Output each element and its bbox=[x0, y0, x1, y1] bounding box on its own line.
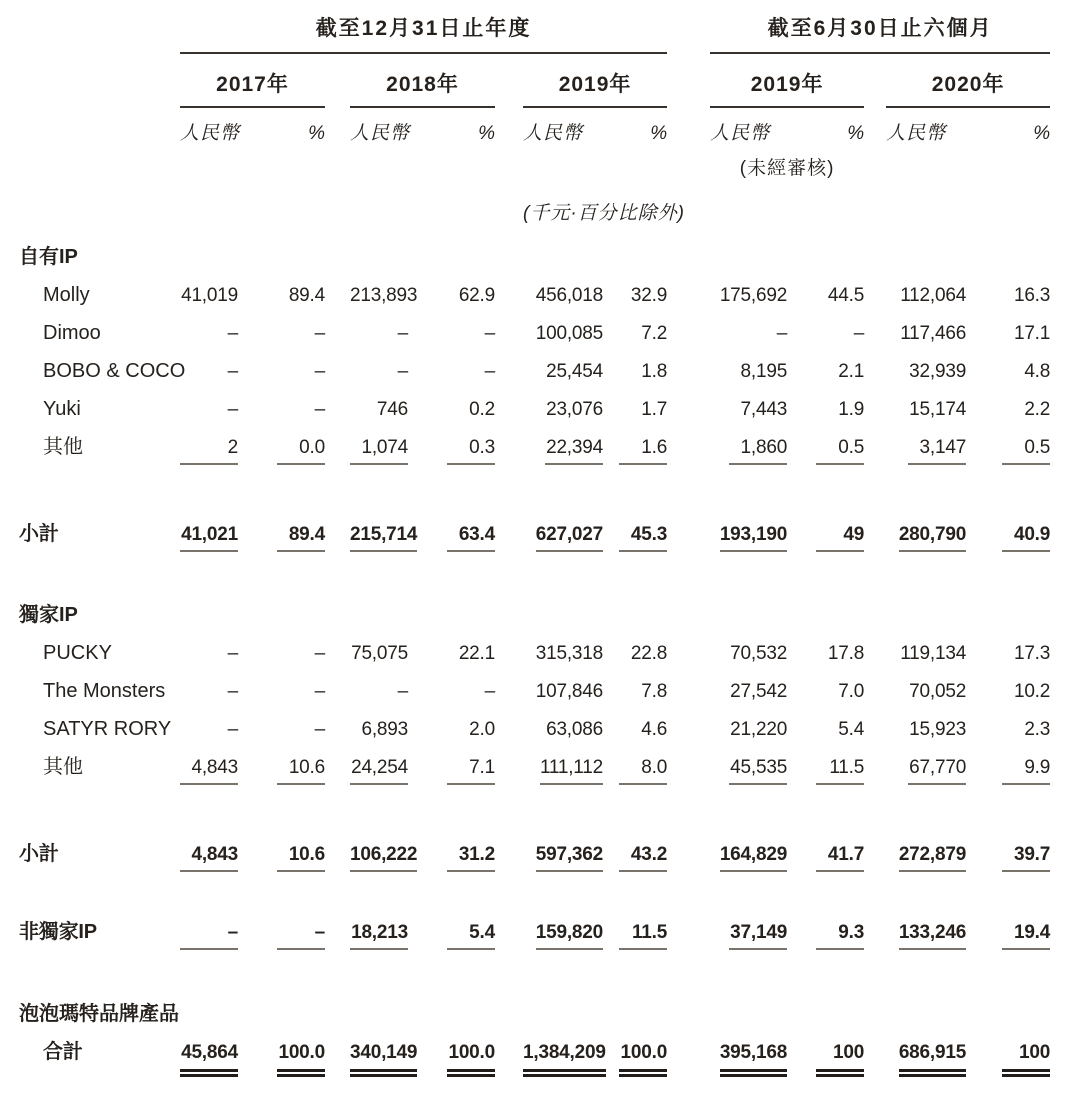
cell-value: 0.3 bbox=[447, 437, 495, 465]
cell-value: 19.4 bbox=[1002, 922, 1050, 950]
cell-value: 456,018 bbox=[535, 285, 603, 306]
cell-value: 22.1 bbox=[458, 643, 495, 664]
header-spacer bbox=[864, 151, 1050, 182]
cell-value: 22.8 bbox=[630, 643, 668, 664]
cell-value: 32.9 bbox=[630, 285, 668, 306]
cell-value: 193,190 bbox=[720, 524, 787, 552]
table-row bbox=[0, 709, 1050, 747]
header-spacer bbox=[495, 53, 523, 107]
header-spacer bbox=[0, 107, 180, 151]
unit-note-row bbox=[0, 182, 1050, 237]
cell-value: 45,864 bbox=[180, 1042, 238, 1077]
cell-value: 31.2 bbox=[447, 844, 495, 872]
table-row bbox=[0, 671, 1050, 709]
header-spacer bbox=[864, 53, 886, 107]
cell-value: – bbox=[180, 922, 238, 950]
row-label: The Monsters bbox=[43, 680, 166, 702]
revenue-by-ip-table bbox=[0, 10, 1050, 1077]
table-row bbox=[0, 389, 1050, 427]
header-spacer bbox=[710, 182, 1050, 237]
cell-value: 133,246 bbox=[899, 922, 966, 950]
cell-value: 0.5 bbox=[1002, 437, 1050, 465]
cell-value: – bbox=[227, 719, 238, 740]
table-row bbox=[0, 275, 1050, 313]
cell-value: 8,195 bbox=[740, 361, 788, 382]
unaudited-row bbox=[0, 151, 1050, 182]
cell-value: 17.8 bbox=[827, 643, 865, 664]
cell-value: 107,846 bbox=[535, 681, 603, 702]
cell-value: 10.2 bbox=[1013, 681, 1051, 702]
row-label: Dimoo bbox=[43, 322, 101, 344]
row-label: 小計 bbox=[19, 523, 59, 545]
header-spacer bbox=[864, 107, 886, 151]
cell-value: 63,086 bbox=[546, 719, 603, 740]
cell-value: 17.3 bbox=[1013, 643, 1051, 664]
table-row bbox=[0, 427, 1050, 465]
header-spacer bbox=[0, 182, 523, 237]
currency-header: 人民幣 bbox=[710, 123, 771, 144]
cell-value: 89.4 bbox=[288, 285, 325, 306]
cell-value: 37,149 bbox=[729, 922, 787, 950]
cell-value: 746 bbox=[376, 399, 408, 420]
cell-value: 7.1 bbox=[447, 757, 495, 785]
header-spacer bbox=[0, 151, 710, 182]
row-label: 其他 bbox=[43, 756, 83, 778]
cell-value: 4.8 bbox=[1024, 361, 1051, 382]
cell-value: 0.5 bbox=[816, 437, 864, 465]
cell-value: 175,692 bbox=[719, 285, 788, 306]
table-row bbox=[0, 465, 1050, 552]
cell-value: 106,222 bbox=[350, 844, 417, 872]
row-label: 自有IP bbox=[19, 246, 78, 268]
cell-value: 11.5 bbox=[816, 757, 864, 785]
cell-value: 10.6 bbox=[277, 757, 325, 785]
unaudited-note: (未經審核) bbox=[739, 158, 835, 179]
header-spacer bbox=[0, 53, 180, 107]
cell-value: 100.0 bbox=[447, 1042, 495, 1077]
year-header-2019-interim: 2019年 bbox=[710, 53, 864, 107]
row-label: PUCKY bbox=[43, 642, 112, 664]
percent-header: % bbox=[1033, 123, 1051, 144]
table-row bbox=[0, 872, 1050, 950]
cell-value: 18,213 bbox=[350, 922, 408, 950]
cell-value: 1,384,209 bbox=[523, 1042, 606, 1077]
currency-header: 人民幣 bbox=[523, 123, 584, 144]
period-annual-title: 截至12月31日止年度 bbox=[180, 10, 667, 53]
cell-value: 315,318 bbox=[535, 643, 603, 664]
cell-value: – bbox=[314, 399, 325, 420]
cell-value: 41,021 bbox=[180, 524, 238, 552]
cell-value: 2.1 bbox=[838, 361, 865, 382]
cell-value: 22,394 bbox=[545, 437, 603, 465]
header-spacer bbox=[325, 107, 350, 151]
row-label: 獨家IP bbox=[19, 604, 78, 626]
cell-value: 5.4 bbox=[447, 922, 495, 950]
year-header-2017: 2017年 bbox=[180, 53, 325, 107]
cell-value: – bbox=[277, 922, 325, 950]
cell-value: 117,466 bbox=[900, 323, 967, 344]
table-row bbox=[0, 1032, 1050, 1077]
cell-value: 15,923 bbox=[909, 719, 967, 740]
row-label: 合計 bbox=[43, 1041, 83, 1063]
cell-value: 280,790 bbox=[899, 524, 966, 552]
header-spacer bbox=[0, 10, 180, 53]
cell-value: 159,820 bbox=[536, 922, 603, 950]
table-row bbox=[0, 747, 1050, 785]
row-label: 小計 bbox=[19, 843, 59, 865]
cell-value: 17.1 bbox=[1013, 323, 1051, 344]
cell-value: 75,075 bbox=[351, 643, 408, 664]
percent-header: % bbox=[847, 123, 865, 144]
year-header-2019: 2019年 bbox=[523, 53, 667, 107]
cell-value: 7.2 bbox=[641, 323, 668, 344]
row-label: SATYR RORY bbox=[43, 718, 172, 740]
cell-value: 6,893 bbox=[361, 719, 408, 740]
cell-value: 1,074 bbox=[350, 437, 408, 465]
cell-value: – bbox=[227, 643, 238, 664]
year-row bbox=[0, 53, 1050, 107]
cell-value: 4,843 bbox=[180, 844, 238, 872]
cell-value: 45,535 bbox=[729, 757, 787, 785]
header-spacer bbox=[325, 53, 350, 107]
percent-header: % bbox=[478, 123, 495, 144]
year-header-2020-interim: 2020年 bbox=[886, 53, 1050, 107]
cell-value: – bbox=[397, 361, 408, 382]
cell-value: 627,027 bbox=[536, 524, 603, 552]
cell-value: 16.3 bbox=[1013, 285, 1051, 306]
cell-value: – bbox=[484, 361, 495, 382]
cell-value: 1.7 bbox=[641, 399, 668, 420]
header-spacer bbox=[667, 10, 710, 53]
cell-value: 63.4 bbox=[447, 524, 495, 552]
cell-value: 9.3 bbox=[816, 922, 864, 950]
table-header bbox=[0, 10, 1050, 237]
cell-value: 40.9 bbox=[1002, 524, 1050, 552]
unit-note: (千元·百分比除外) bbox=[523, 203, 685, 224]
cell-value: 1.6 bbox=[619, 437, 667, 465]
cell-value: 8.0 bbox=[619, 757, 667, 785]
header-spacer bbox=[495, 107, 523, 151]
table-row bbox=[0, 351, 1050, 389]
cell-value: 32,939 bbox=[909, 361, 967, 382]
cell-value: – bbox=[314, 323, 325, 344]
cell-value: – bbox=[227, 399, 238, 420]
cell-value: 213,893 bbox=[350, 285, 418, 306]
row-label: 其他 bbox=[43, 436, 83, 458]
cell-value: 7,443 bbox=[740, 399, 788, 420]
cell-value: 2 bbox=[180, 437, 238, 465]
currency-header: 人民幣 bbox=[886, 123, 947, 144]
cell-value: 2.0 bbox=[469, 719, 495, 740]
cell-value: 9.9 bbox=[1002, 757, 1050, 785]
cell-value: 1.9 bbox=[838, 399, 865, 420]
cell-value: 2.3 bbox=[1024, 719, 1051, 740]
cell-value: 272,879 bbox=[899, 844, 966, 872]
table-row bbox=[0, 633, 1050, 671]
cell-value: 111,112 bbox=[540, 757, 603, 785]
table-row bbox=[0, 785, 1050, 872]
cell-value: 23,076 bbox=[546, 399, 603, 420]
row-label: Molly bbox=[43, 284, 90, 306]
cell-value: 1,860 bbox=[729, 437, 787, 465]
period-group-row bbox=[0, 10, 1050, 53]
cell-value: 62.9 bbox=[458, 285, 495, 306]
period-interim-title: 截至6月30日止六個月 bbox=[710, 10, 1050, 53]
cell-value: 7.8 bbox=[641, 681, 668, 702]
cell-value: – bbox=[776, 323, 788, 344]
cell-value: – bbox=[853, 323, 865, 344]
table-body bbox=[0, 237, 1050, 1077]
cell-value: 70,532 bbox=[730, 643, 788, 664]
row-label: 泡泡瑪特品牌產品 bbox=[19, 1003, 179, 1025]
row-label: BOBO & COCO bbox=[43, 360, 186, 382]
cell-value: 7.0 bbox=[838, 681, 865, 702]
cell-value: 21,220 bbox=[730, 719, 788, 740]
section-header-row bbox=[0, 950, 1050, 1032]
header-spacer bbox=[667, 53, 710, 107]
cell-value: 41.7 bbox=[816, 844, 864, 872]
cell-value: – bbox=[314, 643, 325, 664]
cell-value: 100.0 bbox=[619, 1042, 667, 1077]
cell-value: 3,147 bbox=[908, 437, 966, 465]
cell-value: – bbox=[314, 719, 325, 740]
cell-value: 39.7 bbox=[1002, 844, 1050, 872]
percent-header: % bbox=[308, 123, 325, 144]
cell-value: 340,149 bbox=[350, 1042, 417, 1077]
table-row bbox=[0, 313, 1050, 351]
cell-value: 15,174 bbox=[909, 399, 967, 420]
cell-value: – bbox=[227, 361, 238, 382]
cell-value: 10.6 bbox=[277, 844, 325, 872]
cell-value: 24,254 bbox=[350, 757, 408, 785]
cell-value: 395,168 bbox=[720, 1042, 787, 1077]
cell-value: 89.4 bbox=[277, 524, 325, 552]
cell-value: – bbox=[227, 681, 238, 702]
cell-value: 0.2 bbox=[469, 399, 495, 420]
row-label: 非獨家IP bbox=[19, 921, 97, 943]
cell-value: 49 bbox=[816, 524, 864, 552]
cell-value: – bbox=[484, 323, 495, 344]
cell-value: – bbox=[314, 681, 325, 702]
cell-value: – bbox=[227, 323, 238, 344]
row-label: Yuki bbox=[43, 398, 81, 420]
cell-value: 44.5 bbox=[827, 285, 865, 306]
cell-value: 67,770 bbox=[908, 757, 966, 785]
cell-value: 27,542 bbox=[730, 681, 788, 702]
cell-value: 100,085 bbox=[535, 323, 603, 344]
cell-value: 100 bbox=[816, 1042, 864, 1077]
year-header-2018: 2018年 bbox=[350, 53, 495, 107]
cell-value: 25,454 bbox=[546, 361, 603, 382]
currency-header: 人民幣 bbox=[180, 123, 241, 144]
currency-header: 人民幣 bbox=[350, 123, 411, 144]
cell-value: 215,714 bbox=[350, 524, 417, 552]
cell-value: 43.2 bbox=[619, 844, 667, 872]
section-header-row bbox=[0, 552, 1050, 633]
cell-value: 112,064 bbox=[900, 285, 967, 306]
subheader-row bbox=[0, 107, 1050, 151]
cell-value: 2.2 bbox=[1024, 399, 1051, 420]
cell-value: 164,829 bbox=[720, 844, 787, 872]
section-header-row bbox=[0, 237, 1050, 275]
cell-value: 100 bbox=[1002, 1042, 1050, 1077]
cell-value: 0.0 bbox=[277, 437, 325, 465]
cell-value: – bbox=[397, 681, 408, 702]
percent-header: % bbox=[650, 123, 668, 144]
cell-value: – bbox=[484, 681, 495, 702]
cell-value: – bbox=[397, 323, 408, 344]
cell-value: 70,052 bbox=[909, 681, 967, 702]
cell-value: 1.8 bbox=[641, 361, 668, 382]
cell-value: 119,134 bbox=[900, 643, 967, 664]
cell-value: 41,019 bbox=[181, 285, 238, 306]
header-spacer bbox=[667, 107, 710, 151]
cell-value: 100.0 bbox=[277, 1042, 325, 1077]
cell-value: 5.4 bbox=[838, 719, 865, 740]
cell-value: 597,362 bbox=[536, 844, 603, 872]
cell-value: – bbox=[314, 361, 325, 382]
cell-value: 4.6 bbox=[641, 719, 668, 740]
cell-value: 11.5 bbox=[619, 922, 667, 950]
cell-value: 686,915 bbox=[899, 1042, 966, 1077]
cell-value: 45.3 bbox=[619, 524, 667, 552]
cell-value: 4,843 bbox=[180, 757, 238, 785]
